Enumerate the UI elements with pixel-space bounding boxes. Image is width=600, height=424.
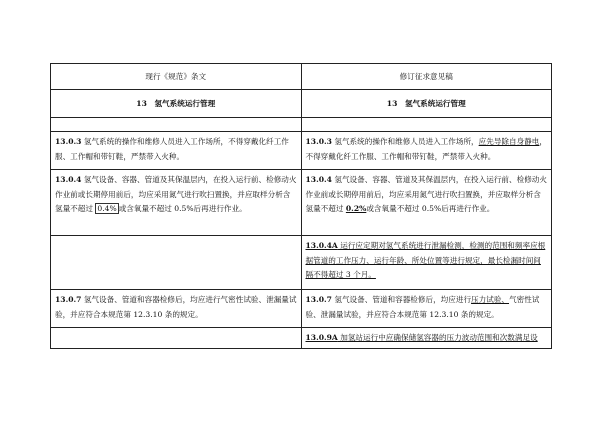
spacer-cell — [51, 118, 302, 132]
clause-number: 13.0.4 — [55, 175, 82, 184]
clause-row-13-0-3 — [51, 132, 552, 170]
clause-text: 加氢站运行中应确保储氢容器的压力波动范围和次数满足设 — [337, 333, 538, 342]
clause-cell-right — [301, 290, 552, 328]
empty-cell-left — [51, 328, 302, 349]
empty-cell-left — [51, 236, 302, 290]
clause-text: 氢气设备、容器、管道及其保温层内，在投入运行前、检修动火作业前或长期停用前后，均应采用氮气进行吹扫置换，并应取样分析含氢量不超过 — [55, 175, 297, 213]
clause-cell-right — [301, 328, 552, 349]
header-current-clause: 现行《规范》条文 — [51, 64, 302, 90]
header-revised-draft: 修订征求意见稿 — [301, 64, 552, 90]
clause-number: 13.0.3 — [305, 137, 332, 146]
clause-text: 运行应定期对氢气系统进行泄漏检测，检测的范围和频率应根据管道的工作压力、运行年龄、所处位置等进行规定，最长检漏时间间隔不得超过 3 个月。 — [305, 241, 546, 279]
clause-number: 13.0.7 — [55, 295, 82, 304]
clause-text: ，不得穿戴化纤工作服、工作帽和带钉鞋，严禁带入火种。 — [305, 137, 547, 161]
clause-cell-left — [51, 290, 302, 328]
clause-text: 氢气设备、管道和容器检修后，均应进行气密性试验、泄漏量试验，并应符合本规范第 12.3.10 条的规定。 — [55, 295, 297, 319]
header-row — [51, 64, 552, 90]
section-title-right: 13 氢气系统运行管理 — [301, 90, 552, 118]
clause-text: 氢气系统的操作和维修人员进入工作场所，不得穿戴化纤工作服、工作帽和带钉鞋，严禁带入火种。 — [55, 137, 289, 161]
section-row — [51, 90, 552, 118]
clause-number: 13.0.4 — [305, 175, 332, 184]
clause-row-13-0-9a — [51, 328, 552, 349]
clause-number: 13.0.4A — [305, 241, 338, 250]
clause-cell-left — [51, 132, 302, 170]
boxed-value: 0.4% — [97, 204, 117, 213]
inserted-text: 0.2% — [345, 204, 367, 213]
clause-cell-left — [51, 170, 302, 236]
clause-number: 13.0.3 — [55, 137, 82, 146]
clause-text: 氢气设备、容器、管道及其保温层内，在投入运行前、检修动火作业前或长期停用前后，均应采用氮气进行吹扫置换，并应取样分析含氢量不超过 — [305, 175, 547, 213]
clause-number: 13.0.7 — [305, 295, 332, 304]
clause-number: 13.0.9A — [305, 333, 338, 342]
clause-text: 气密性试验、泄漏量试验，并应符合本规范第 12.3.10 条的规定。 — [305, 295, 540, 319]
inserted-text: 压力试验、 — [471, 295, 510, 304]
clause-row-13-0-4 — [51, 170, 552, 236]
clause-cell-right — [301, 132, 552, 170]
clause-text: 氢气设备、管道和容器检修后，均应进行 — [331, 295, 472, 304]
clause-row-13-0-4a — [51, 236, 552, 290]
clause-text: 氢气系统的操作和维修人员进入工作场所， — [331, 137, 479, 146]
clause-cell-right — [301, 236, 552, 290]
inserted-text: 应先导除自身静电 — [478, 137, 540, 146]
spacer-cell — [301, 118, 552, 132]
clause-cell-right — [301, 170, 552, 236]
clause-text: 或含氧量不超过 0.5%后再进行作业。 — [366, 204, 495, 213]
clause-text: 或含氧量不超过 0.5%后再进行作业。 — [118, 204, 247, 213]
section-title-left: 13 氢气系统运行管理 — [51, 90, 302, 118]
clause-row-13-0-7 — [51, 290, 552, 328]
spacer-row — [51, 118, 552, 132]
comparison-table — [50, 63, 552, 349]
